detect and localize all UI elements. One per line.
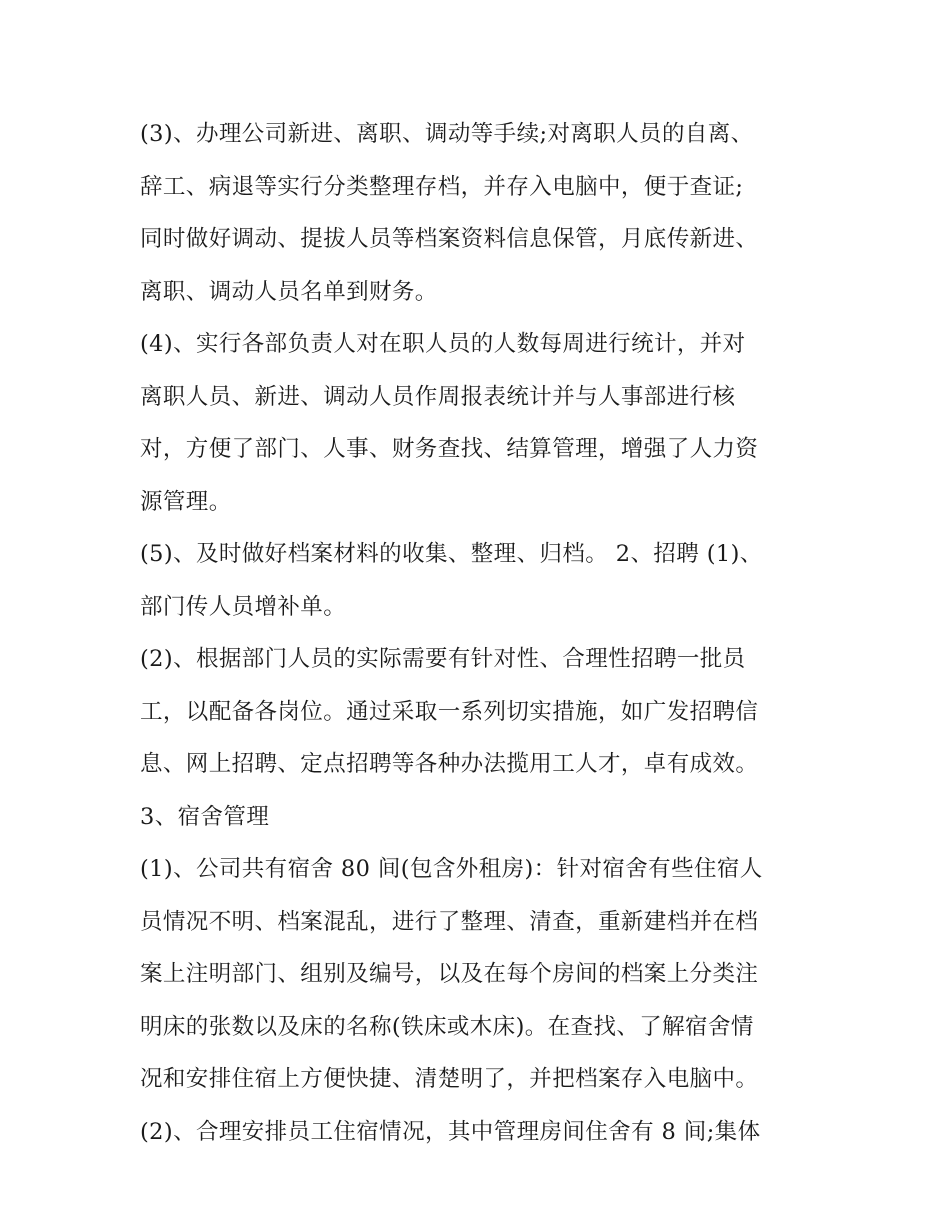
text-line: 对，方便了部门、人事、财务查找、结算管理，增强了人力资 xyxy=(140,436,759,462)
text-line: 工，以配备各岗位。通过采取一系列切实措施，如广发招聘信 xyxy=(140,698,759,725)
text-line: 部门传人员增补单。 xyxy=(140,593,347,620)
text-line: 源管理。 xyxy=(140,488,232,515)
section-heading: 3、宿舍管理 xyxy=(140,803,270,830)
document-body xyxy=(140,108,820,1158)
text-line: (5)、及时做好档案材料的收集、整理、归档。 2、招聘 (1)、 xyxy=(140,541,763,567)
text-line: 况和安排住宿上方便快捷、清楚明了，并把档案存入电脑中。 xyxy=(140,1066,759,1092)
text-line: (4)、实行各部负责人对在职人员的人数每周进行统计，并对 xyxy=(140,331,746,357)
text-line: 辞工、病退等实行分类整理存档，并存入电脑中，便于查证; xyxy=(140,173,744,200)
text-line: 案上注明部门、组别及编号，以及在每个房间的档案上分类注 xyxy=(140,961,759,987)
text-line: (2)、根据部门人员的实际需要有针对性、合理性招聘一批员 xyxy=(140,646,746,672)
text-line: 息、网上招聘、定点招聘等各种办法揽用工人才，卓有成效。 xyxy=(140,751,759,777)
text-line: 离职、调动人员名单到财务。 xyxy=(140,278,438,305)
text-line: (3)、办理公司新进、离职、调动等手续;对离职人员的自离、 xyxy=(140,121,754,147)
text-line: 员情况不明、档案混乱，进行了整理、清查，重新建档并在档 xyxy=(140,908,759,935)
text-line: (2)、合理安排员工住宿情况，其中管理房间住舍有 8 间;集体 xyxy=(140,1118,761,1145)
text-line: 同时做好调动、提拔人员等档案资料信息保管，月底传新进、 xyxy=(140,226,759,252)
text-line: 离职人员、新进、调动人员作周报表统计并与人事部进行核 xyxy=(140,383,736,410)
text-line: 明床的张数以及床的名称(铁床或木床)。在查找、了解宿舍情 xyxy=(140,1013,754,1040)
text-line: (1)、公司共有宿舍 80 间(包含外租房)：针对宿舍有些住宿人 xyxy=(140,856,763,882)
